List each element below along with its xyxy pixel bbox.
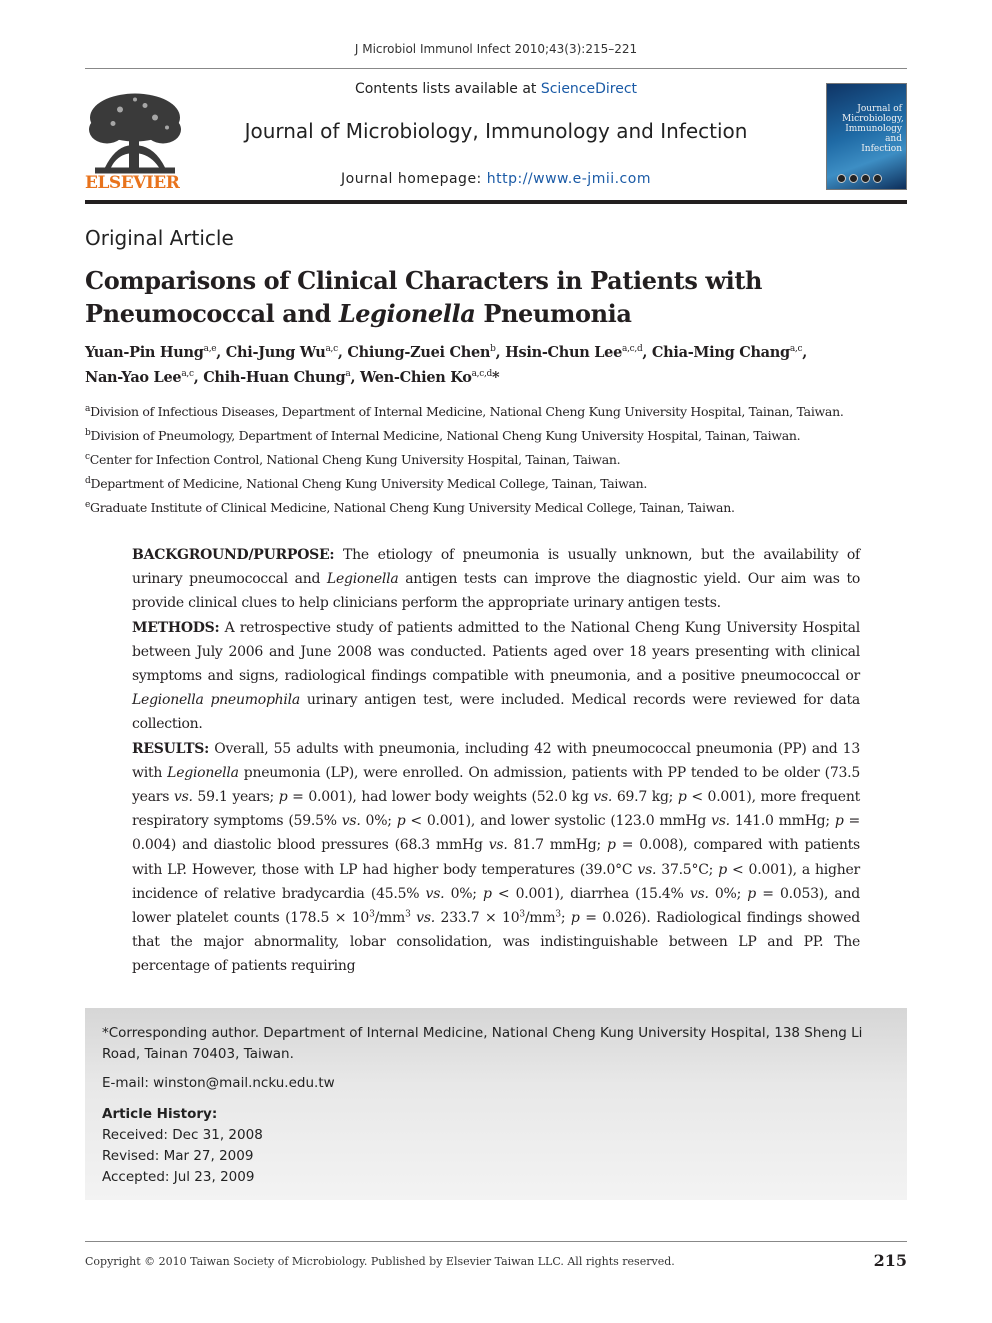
homepage-link[interactable]: http://www.e-jmii.com <box>486 171 651 187</box>
journal-name: Journal of Microbiology, Immunology and Infection <box>244 119 748 143</box>
history-accepted: Accepted: Jul 23, 2009 <box>102 1169 255 1185</box>
author[interactable]: Chia-Ming Chang$^{a,c}$, <box>651 344 807 361</box>
title-italic: Legionella <box>338 299 476 328</box>
affiliation-list <box>85 400 907 520</box>
cover-title: Journal of Microbiology, Immunology and Infection <box>842 104 904 154</box>
author[interactable]: Yuan-Pin Hung$^{a,e}$, <box>85 344 226 361</box>
author[interactable]: Chiung-Zuei Chen$^b$, <box>347 344 506 361</box>
author[interactable]: Nan-Yao Lee$^{a,c}$, <box>85 369 204 386</box>
history-revised: Revised: Mar 27, 2009 <box>102 1148 254 1164</box>
affiliation: $^a$Division of Infectious Diseases, Department of Internal Medicine, National Cheng Kung University Hospital, Tainan, Taiwan. <box>85 403 844 419</box>
header-bottom-rule <box>85 200 907 204</box>
abstract <box>132 543 860 979</box>
copyright-notice: Copyright © 2010 Taiwan Society of Microbiology. Published by Elsevier Taiwan LLC. All rights reserved. <box>85 1255 675 1268</box>
journal-citation: J Microbiol Immunol Infect 2010;43(3):215–221 <box>354 42 638 56</box>
affiliation: $^b$Division of Pneumology, Department of Internal Medicine, National Cheng Kung University Hospital, Tainan, Taiwan. <box>85 427 801 443</box>
author[interactable]: Chih-Huan Chung$^a$, <box>203 369 360 386</box>
title-text-end: Pneumonia <box>475 299 632 328</box>
affiliation: $^d$Department of Medicine, National Cheng Kung University Medical College, Tainan, Taiwan. <box>85 475 648 491</box>
abstract-methods: METHODS: A retrospective study of patients admitted to the National Cheng Kung University Hospital between July 2006 and June 2008 was conducted. Patients aged over 18 years presenting with clinical symptoms and signs, radiological findings compatible with pneumonia, and a positive pneumococcal or Legionella pneumophila urinary antigen test, were included. Medical records were reviewed for data collection. <box>132 619 860 733</box>
article-type: Original Article <box>85 226 234 250</box>
author[interactable]: Wen-Chien Ko$^{a,c,d}$* <box>359 369 500 386</box>
title-text: Comparisons of Clinical Characters in Patients with Pneumococcal and <box>85 266 763 328</box>
author[interactable]: Hsin-Chun Lee$^{a,c,d}$, <box>505 344 652 361</box>
contents-prefix: Contents lists available at <box>354 81 541 97</box>
author-list <box>85 340 907 390</box>
abstract-results: RESULTS: Overall, 55 adults with pneumonia, including 42 with pneumococcal pneumonia (PP) and 13 with Legionella pneumonia (LP), were enrolled. On admission, patients with PP tended to be older (73.5 years vs. 59.1 years; p = 0.001), had lower body weights (52.0 kg vs. 69.7 kg; p < 0.001), more frequent respiratory symptoms (59.5% vs. 0%; p < 0.001), and lower systolic (123.0 mmHg vs. 141.0 mmHg; p = 0.004) and diastolic blood pressures (68.3 mmHg vs. 81.7 mmHg; p = 0.008), compared with patients with LP. However, those with LP had higher body temperatures (39.0°C vs. 37.5°C; p < 0.001), a higher incidence of relative bradycardia (45.5% vs. 0%; p < 0.001), diarrhea (15.4% vs. 0%; p = 0.053), and lower platelet counts ($178.5 \times 10^3/mm^3$ vs. $233.7 \times 10^3/mm^3$; p = 0.026). Radiological findings showed that the major abnormality, lobar consolidation, was indistinguishable between LP and PP. The percentage of patients requiring <box>132 740 861 975</box>
article-history-heading: Article History: <box>102 1106 218 1122</box>
abstract-background: BACKGROUND/PURPOSE: The etiology of pneumonia is usually unknown, but the availability of urinary pneumococcal and Legionella antigen tests can improve the diagnostic yield. Our aim was to provide clinical clues to help clinicians perform the appropriate urinary antigen tests. <box>132 547 860 612</box>
footer-rule <box>85 1241 907 1242</box>
page-number: 215 <box>873 1251 907 1270</box>
corresponding-author-text: *Corresponding author. Department of Internal Medicine, National Cheng Kung University Hospital, 138 Sheng Li Road, Tainan 70403, Taiwan. <box>102 1025 863 1062</box>
affiliation: $^c$Center for Infection Control, National Cheng Kung University Hospital, Tainan, Taiwan. <box>85 451 621 467</box>
elsevier-wordmark[interactable]: ELSEVIER <box>85 173 180 193</box>
cover-society-logos-icon <box>837 174 882 183</box>
corresponding-author-box <box>85 1008 907 1200</box>
history-received: Received: Dec 31, 2008 <box>102 1127 263 1143</box>
affiliation: $^e$Graduate Institute of Clinical Medicine, National Cheng Kung University Medical College, Tainan, Taiwan. <box>85 499 735 515</box>
sciencedirect-link[interactable]: ScienceDirect <box>540 81 638 97</box>
journal-cover-thumbnail[interactable] <box>826 83 907 190</box>
header-top-rule <box>85 68 907 69</box>
article-title <box>85 264 907 330</box>
corresponding-email[interactable]: E-mail: winston@mail.ncku.edu.tw <box>102 1075 335 1091</box>
homepage-prefix: Journal homepage: <box>341 171 487 187</box>
author[interactable]: Chi-Jung Wu$^{a,c}$, <box>225 344 348 361</box>
